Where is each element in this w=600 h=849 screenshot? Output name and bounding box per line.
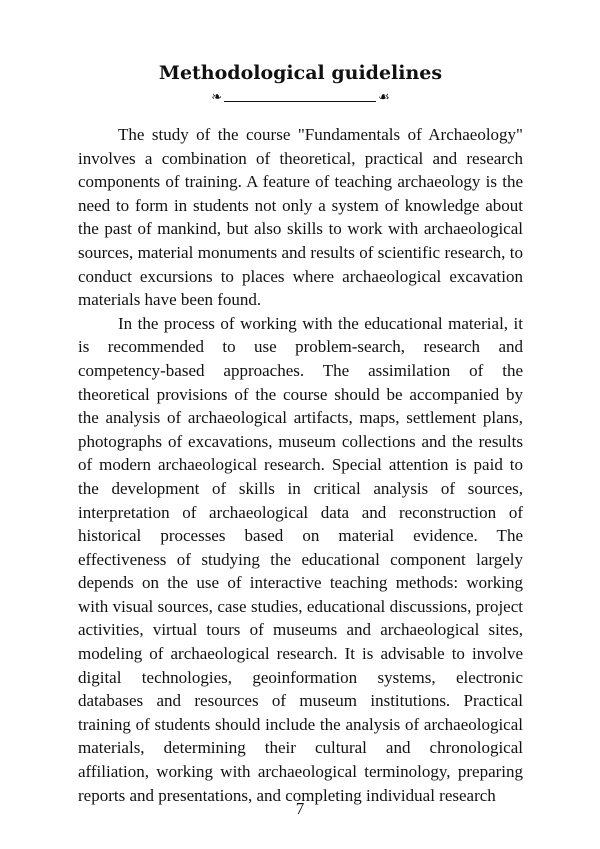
title-divider bbox=[78, 89, 523, 107]
page-number: 7 bbox=[295, 799, 305, 818]
divider-rule bbox=[224, 101, 376, 102]
paragraph-1: The study of the course "Fundamentals of Archaeology" involves a combination of theoretical, practical and research components of training. A feature of teaching archaeology is the need to form in students not only a system of knowledge about the past of mankind, but also skills to work with archaeological sources, material monuments and results of scientific research, to conduct excursions to places where archaeological excavation materials have been found. bbox=[78, 125, 523, 310]
ornament-right-icon: ☙ bbox=[378, 90, 390, 105]
paragraph-2: In the process of working with the educational material, it is recommended to use problem-search, research and competency-based approaches. The assimilation of the theoretical provisions of the course should be accompanied by the analysis of archaeological artifacts, maps, settlement plans, photographs of excavations, museum collections and the results of modern archaeological research. Special attention is paid to the development of skills in critical analysis of sources, interpretation of archaeological data and reconstruction of historical processes based on material evidence. The effectiveness of studying the educational component largely depends on the use of interactive teaching methods: working with visual sources, case studies, educational discussions, project activities, virtual tours of museums and archaeological sites, modeling of archaeological research. It is advisable to involve digital technologies, geoinformation systems, electronic databases and resources of museum institutions. Practical training of students should include the analysis of archaeological materials, determining their cultural and chronological affiliation, working with archaeological terminology, preparing reports and presentations, and completing individual research bbox=[78, 313, 523, 805]
page-content bbox=[78, 58, 523, 807]
body-text bbox=[78, 123, 523, 807]
page-title: Methodological guidelines bbox=[158, 62, 443, 84]
ornament-left-icon: ❧ bbox=[211, 90, 223, 105]
